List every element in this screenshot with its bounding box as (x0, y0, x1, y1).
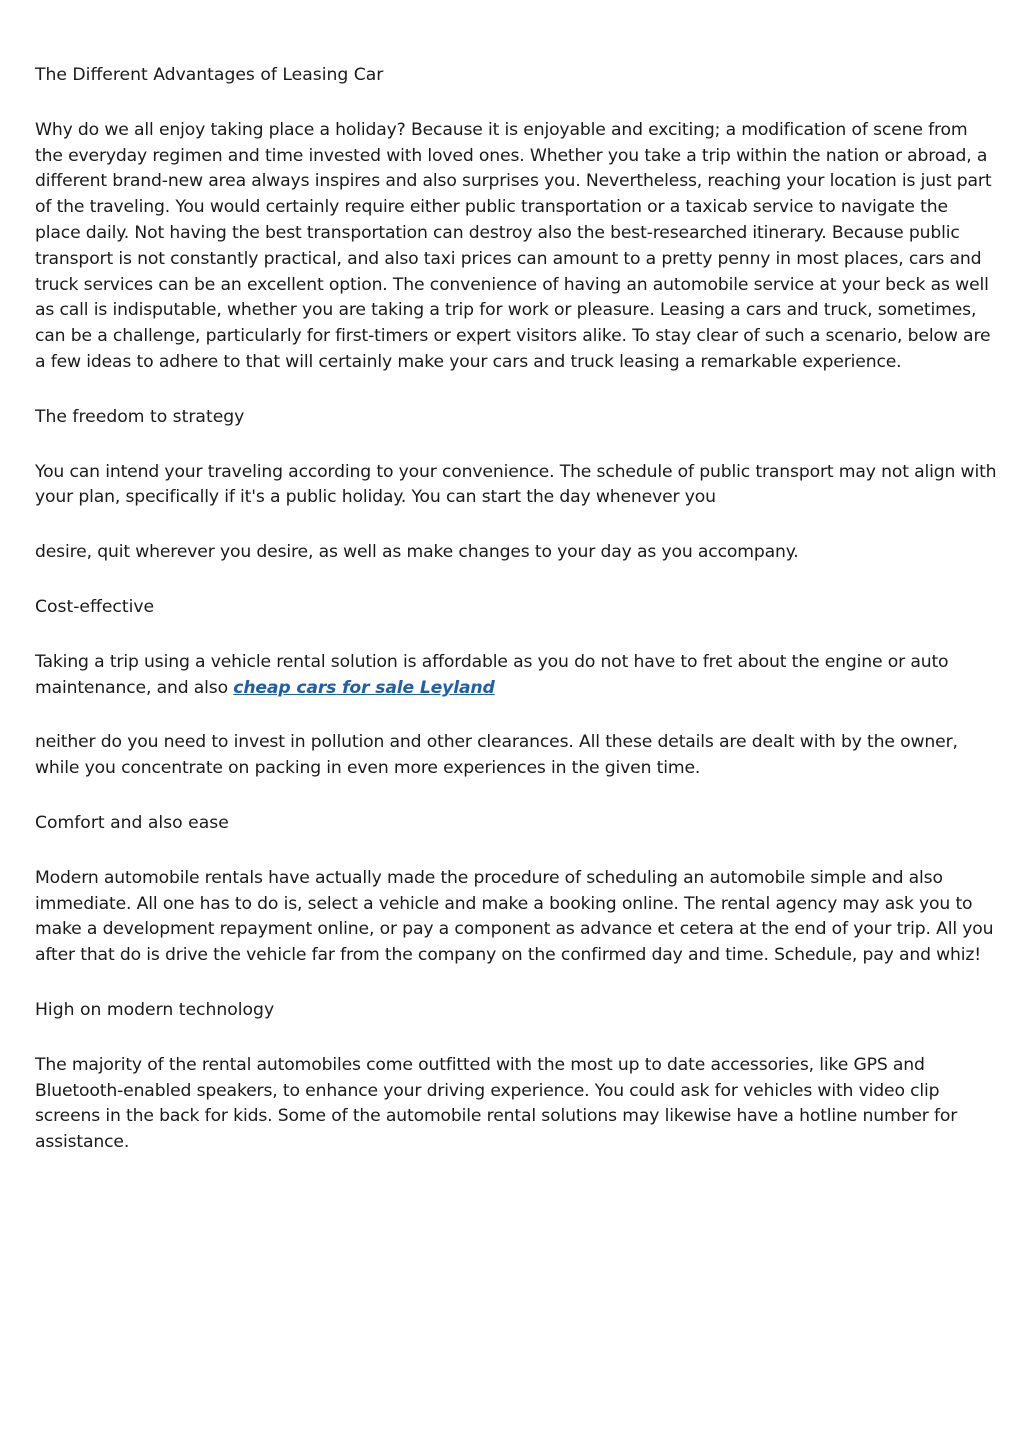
cost-paragraph-2: neither do you need to invest in pollution and other clearances. All these details are dealt with by the owner, while you concentrate on packing in even more experiences in the given time. (35, 732, 958, 779)
intro-paragraph: Why do we all enjoy taking place a holiday? Because it is enjoyable and exciting; a modification of scene from the everyday regimen and time invested with loved ones. Whether you take a trip within the nation or abroad, a different brand-new area always inspires and also surprises you. Nevertheless, reaching your location is just part of the traveling. You would certainly require either public transportation or a taxicab service to navigate the place daily. Not having the best transportation can destroy also the best-researched itinerary. Because public transport is not constantly practical, and also taxi prices can amount to a pretty penny in most places, cars and truck services can be an excellent option. The convenience of having an automobile service at your beck as well as call is indisputable, whether you are taking a trip for work or pleasure. Leasing a cars and truck, sometimes, can be a challenge, particularly for first-timers or expert visitors alike. To stay clear of such a scenario, below are a few ideas to adhere to that will certainly make your cars and truck leasing a remarkable experience. (35, 119, 992, 372)
section-heading-cost: Cost-effective (35, 596, 155, 617)
freedom-paragraph-1: You can intend your traveling according to your convenience. The schedule of public transport may not align with your plan, specifically if it's a public holiday. You can start the day whenever you (35, 461, 997, 508)
section-heading-freedom: The freedom to strategy (35, 406, 245, 427)
document-body (35, 63, 997, 1185)
document-title: The Different Advantages of Leasing Car (35, 65, 384, 85)
freedom-paragraph-2: desire, quit wherever you desire, as well as make changes to your day as you accompany. (35, 542, 799, 563)
technology-paragraph: The majority of the rental automobiles come outfitted with the most up to date accessories, like GPS and Bluetooth-enabled speakers, to enhance your driving experience. You could ask for vehicles with video clip screens in the back for kids. Some of the automobile rental solutions may likewise have a hotline number for assistance. (35, 1054, 958, 1153)
section-heading-comfort: Comfort and also ease (35, 812, 229, 833)
comfort-paragraph: Modern automobile rentals have actually made the procedure of scheduling an automobile simple and also immediate. All one has to do is, select a vehicle and make a booking online. The rental agency may ask you to make a development repayment online, or pay a component as advance et cetera at the end of your trip. All you after that do is drive the vehicle far from the company on the confirmed day and time. Schedule, pay and whiz! (35, 867, 994, 966)
cost-paragraph-1-text: Taking a trip using a vehicle rental solution is affordable as you do not have to fret about the engine or auto maintenance, and also (35, 651, 949, 698)
cheap-cars-link[interactable]: cheap cars for sale Leyland (233, 677, 495, 698)
cost-paragraph-1 (35, 650, 997, 702)
section-heading-technology: High on modern technology (35, 999, 275, 1020)
